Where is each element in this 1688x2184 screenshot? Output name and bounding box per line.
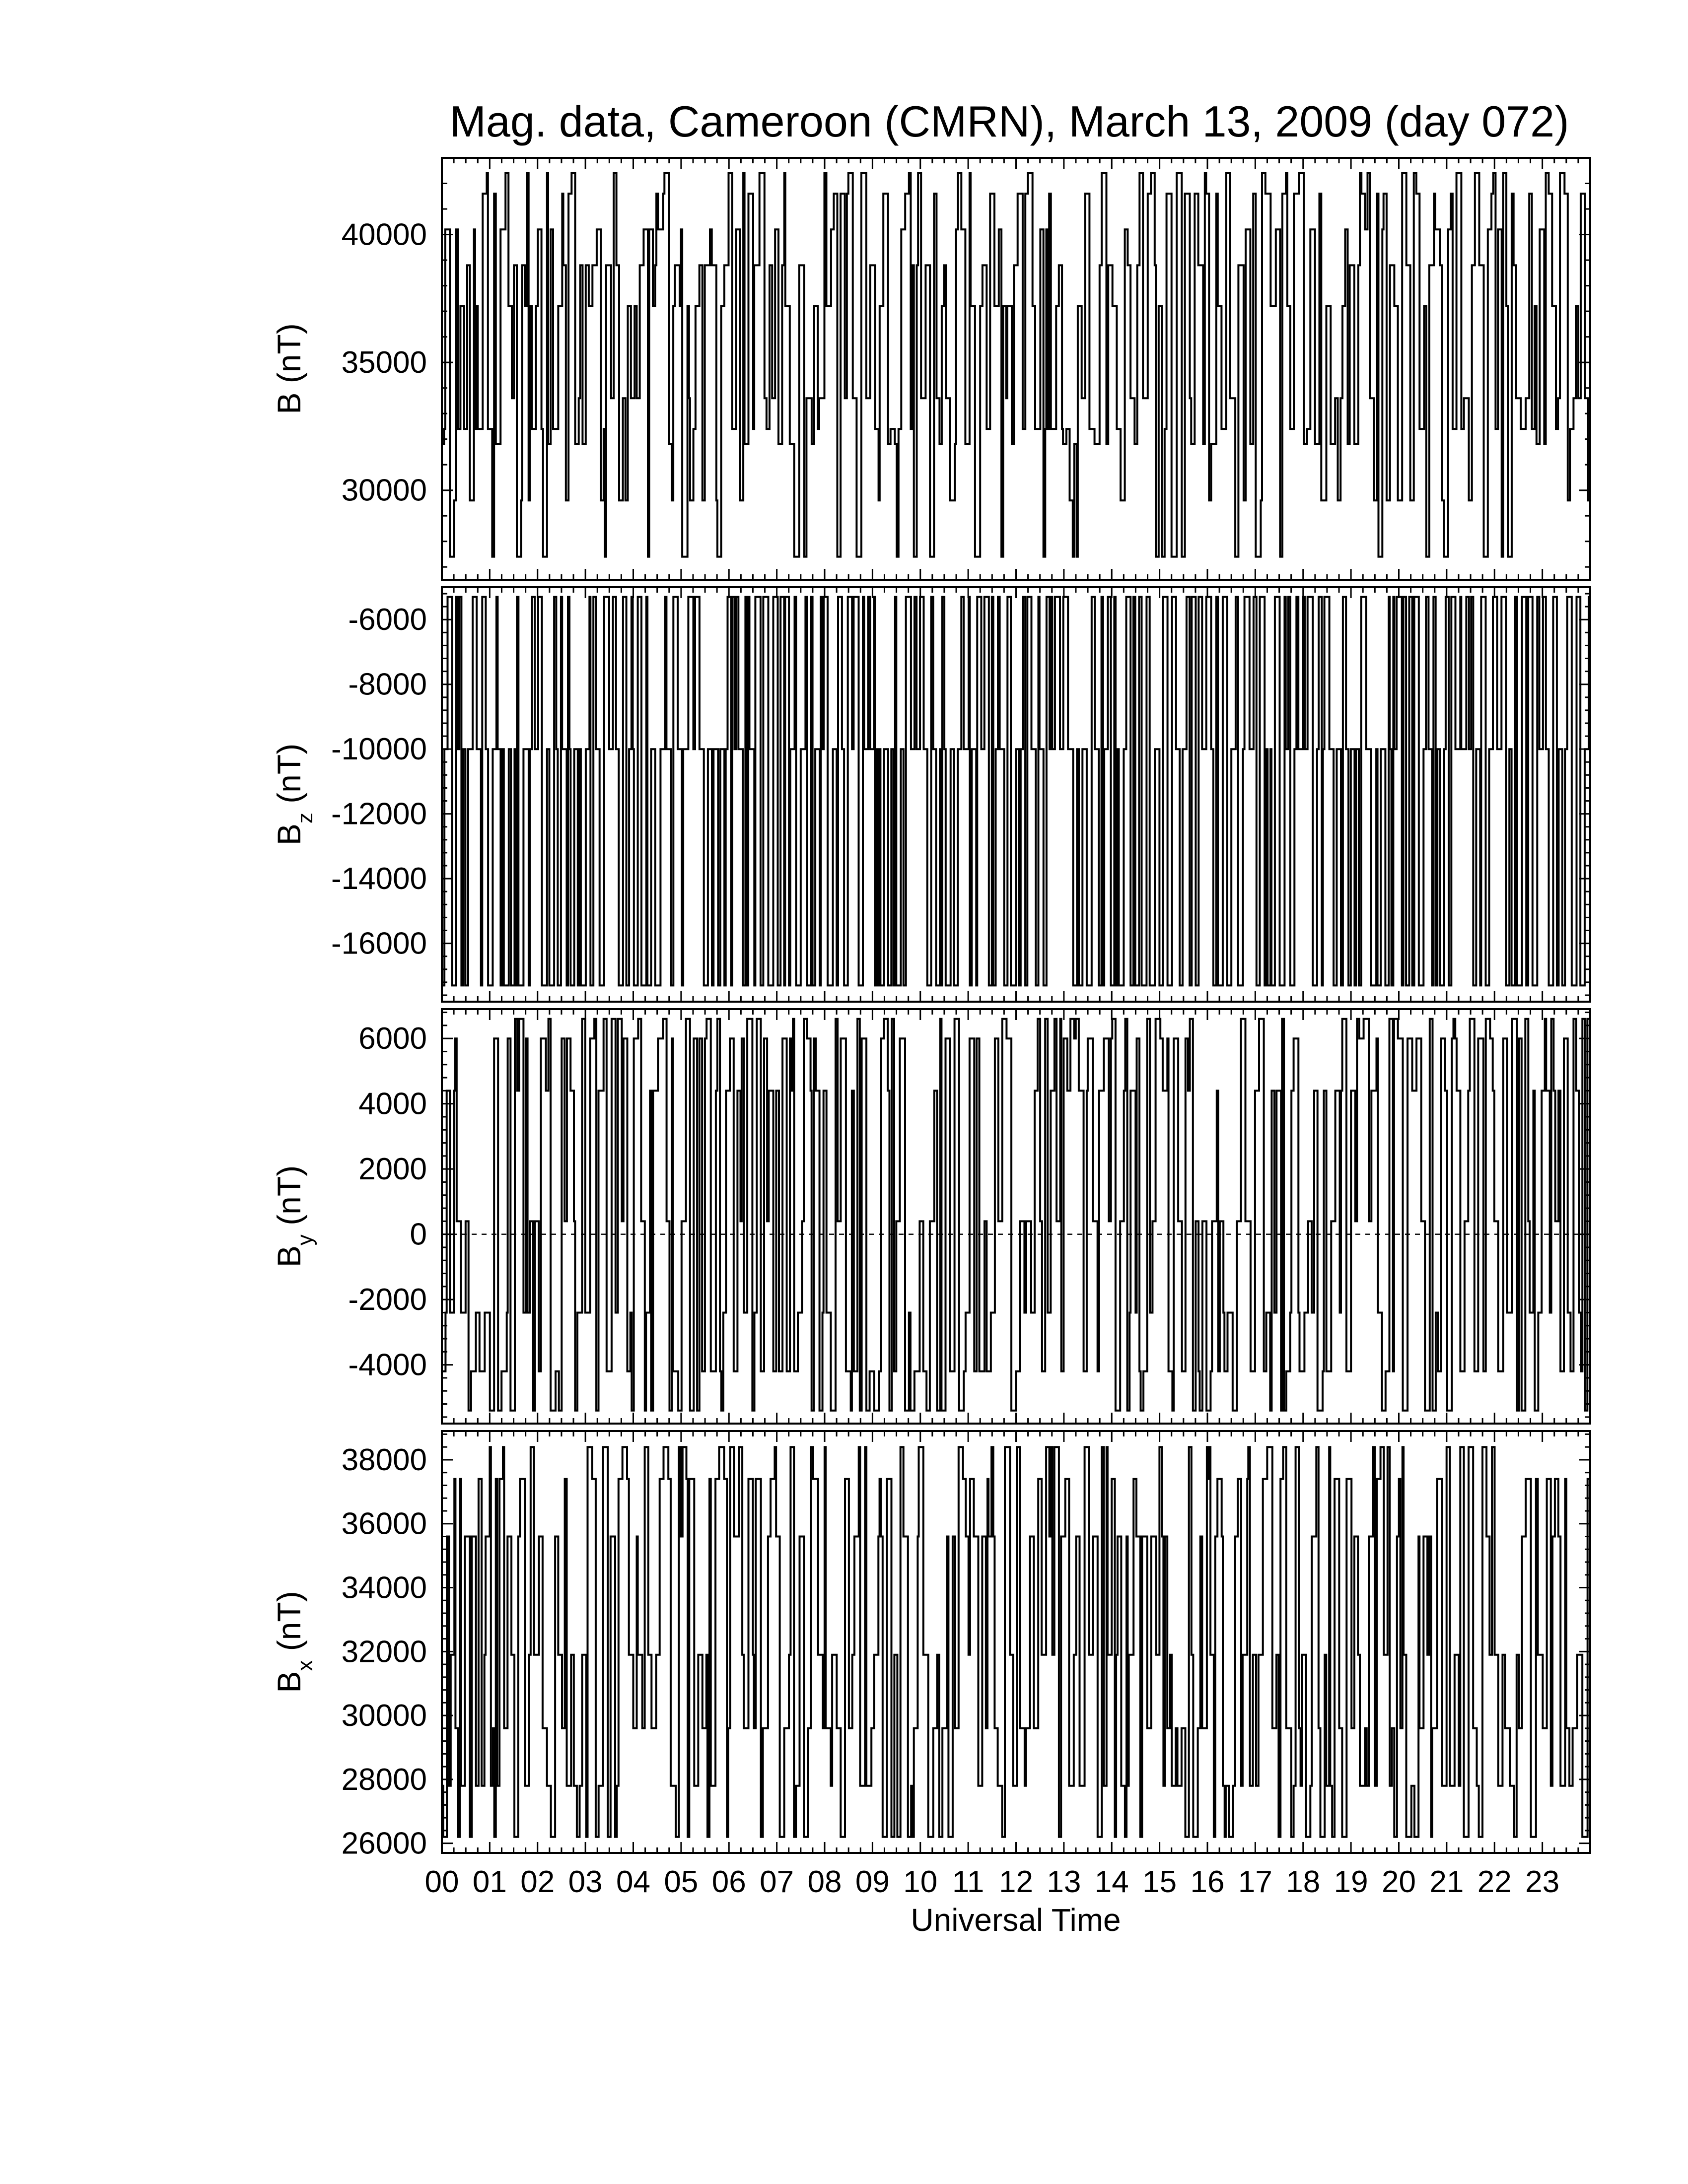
x-tick-label: 02	[520, 1865, 555, 1899]
y-tick-label: -14000	[331, 862, 427, 896]
x-tick-label: 06	[711, 1865, 746, 1899]
x-tick-label: 03	[568, 1865, 603, 1899]
y-tick-label: -12000	[331, 797, 427, 831]
y-tick-label: -8000	[348, 667, 427, 702]
y-axis-title-subscript: x	[293, 1660, 317, 1671]
x-tick-label: 15	[1142, 1865, 1177, 1899]
y-tick-label: 0	[410, 1217, 427, 1252]
x-tick-label: 21	[1429, 1865, 1464, 1899]
y-tick-label: -6000	[348, 603, 427, 637]
x-tick-label: 05	[664, 1865, 699, 1899]
chart-title: Mag. data, Cameroon (CMRN), March 13, 2009 (day 072)	[449, 97, 1569, 146]
x-tick-label: 08	[807, 1865, 842, 1899]
y-tick-label: -16000	[331, 926, 427, 961]
y-tick-label: -2000	[348, 1283, 427, 1317]
y-axis-title-main: B	[271, 392, 307, 414]
x-tick-label: 11	[952, 1865, 985, 1899]
x-tick-label: 17	[1238, 1865, 1272, 1899]
y-axis-title-main: B	[271, 1671, 307, 1693]
y-tick-label: 30000	[341, 1699, 427, 1733]
x-tick-label: 19	[1334, 1865, 1368, 1899]
y-tick-label: 26000	[341, 1826, 427, 1861]
x-tick-label: 10	[903, 1865, 938, 1899]
x-axis-title: Universal Time	[911, 1902, 1121, 1938]
y-tick-label: 38000	[341, 1442, 427, 1477]
y-tick-label: 28000	[341, 1762, 427, 1797]
y-tick-label: 4000	[358, 1087, 427, 1121]
y-axis-title-unit: (nT)	[271, 1165, 307, 1235]
y-axis-title	[271, 323, 307, 414]
x-tick-label: 23	[1525, 1865, 1560, 1899]
x-tick-label: 12	[999, 1865, 1033, 1899]
x-tick-label: 18	[1286, 1865, 1321, 1899]
x-tick-label: 07	[760, 1865, 794, 1899]
y-axis-title-subscript: y	[293, 1234, 317, 1246]
y-tick-label: 40000	[341, 217, 427, 252]
x-tick-label: 01	[472, 1865, 507, 1899]
x-tick-label: 20	[1382, 1865, 1416, 1899]
y-tick-label: -10000	[331, 732, 427, 767]
y-axis-title-unit: (nT)	[271, 743, 307, 813]
y-tick-label: 2000	[358, 1152, 427, 1187]
x-tick-label: 00	[424, 1865, 459, 1899]
x-tick-label: 14	[1094, 1865, 1129, 1899]
y-axis-title-subscript: z	[293, 813, 317, 824]
y-tick-label: 30000	[341, 473, 427, 508]
y-tick-label: -4000	[348, 1348, 427, 1382]
y-tick-label: 35000	[341, 345, 427, 380]
x-tick-label: 09	[855, 1865, 890, 1899]
y-tick-label: 6000	[358, 1022, 427, 1056]
y-tick-label: 36000	[341, 1506, 427, 1541]
y-axis-title-unit: (nT)	[271, 323, 307, 393]
x-tick-label: 22	[1477, 1865, 1512, 1899]
y-axis-title-main: B	[271, 823, 307, 846]
x-tick-label: 04	[616, 1865, 650, 1899]
x-tick-label: 13	[1047, 1865, 1081, 1899]
y-tick-label: 32000	[341, 1635, 427, 1669]
x-tick-label: 16	[1190, 1865, 1225, 1899]
y-tick-label: 34000	[341, 1570, 427, 1605]
y-axis-title-main: B	[271, 1245, 307, 1268]
y-axis-title-unit: (nT)	[271, 1591, 307, 1660]
